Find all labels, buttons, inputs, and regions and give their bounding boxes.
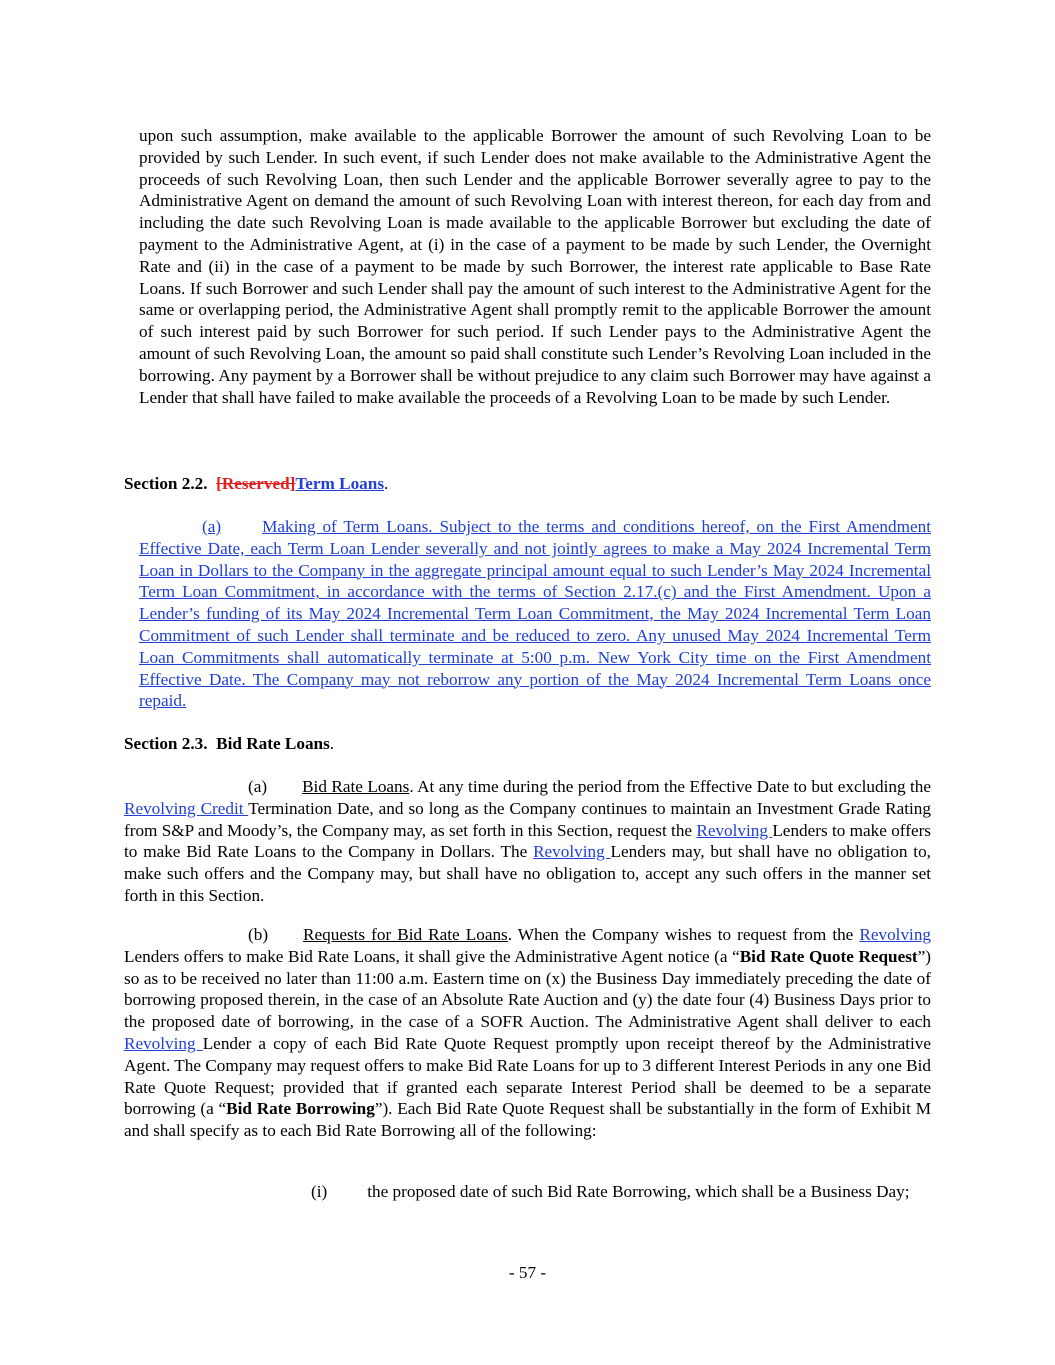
heading-period: .: [329, 734, 335, 753]
para-text: . When the Company wishes to request from the: [507, 925, 860, 944]
para-text: ”) so as to be received no later than 11:00 a.m. Eastern time on (x) the Business Day immediately preceding the date of borrowing proposed therein, in the case of an Absolute Rate Auction and (y) the date four (4) Business Days prior to the proposed date of borrowing, in the case of a SOFR Auction. The Administrative Agent shall deliver to each: [124, 946, 932, 1032]
inserted-text: Revolving Credit: [124, 798, 249, 818]
para-text: Lender a copy of each Bid Rate Quote Request promptly upon receipt thereof by the Administrative Agent. The Company may request offers to make Bid Rate Loans for up to 3 different Interest Periods in any one Bid Rate Quote Request; provided that if granted each separate Interest Period shall be deemed to be a separate borrowing (a “: [124, 1033, 931, 1119]
section-2-3-label: Section 2.3.: [124, 734, 208, 753]
item-text: the proposed date of such Bid Rate Borrowing, which shall be a Business Day;: [367, 1182, 910, 1201]
para-a-text: Making of Term Loans. Subject to the terms and conditions hereof, on the First Amendment Effective Date, each Term Loan Lender severally and not jointly agrees to make a May 2024 Incremental Term Loan in Dollars to the Company in the aggregate principal amount equal to such Lender’s May 2024 Incremental Term Loan Commitment, in accordance with the terms of Section 2.17.(c) and the First Amendment. Upon a Lender’s funding of its May 2024 Incremental Term Loan Commitment, the May 2024 Incremental Term Loan Commitment of such Lender shall terminate and be reduced to zero. Any unused May 2024 Incremental Term Loan Commitments shall automatically terminate at 5:00 p.m. New York City time on the First Amendment Effective Date. The Company may not reborrow any portion of the May 2024 Incremental Term Loans once repaid.: [139, 517, 931, 711]
item-marker: (i): [311, 1182, 328, 1201]
para-marker: (a): [248, 777, 268, 796]
heading-period: .: [384, 474, 389, 493]
section-2-3-heading: [124, 734, 334, 754]
para-text: Termination Date, and so long as the Company continues to maintain an Investment Grade Rating from S&P and Moody’s, the Company may, as set forth in this Section, request the: [124, 798, 931, 840]
bid-rate-item-i: [187, 1181, 931, 1203]
inserted-text: Revolving: [533, 842, 611, 862]
para-text: Lenders to make offers to make Bid Rate Loans to the Company in Dollars. The: [124, 820, 931, 862]
deleted-title: [Reserved]: [216, 474, 296, 493]
inserted-text: Revolving: [859, 925, 932, 944]
para-marker: (b): [248, 925, 269, 944]
defined-term: Bid Rate Quote Request: [739, 946, 918, 966]
page-number: - 57 -: [508, 1263, 547, 1282]
section-2-2-label: Section 2.2.: [124, 474, 208, 493]
para-text: Lenders may, but shall have no obligation to, make such offers and the Company may, but shall have no obligation to, accept any such offers in the manner set forth in this Section.: [124, 842, 931, 905]
para-heading: Bid Rate Loans: [302, 777, 410, 796]
continuation-paragraph: upon such assumption, make available to the applicable Borrower the amount of such Revolving Loan to be provided by such Lender. In such event, if such Lender does not make available to the Administrative Agent the proceeds of such Revolving Loan, then such Lender and the applicable Borrower severally agree to pay to the Administrative Agent on demand the amount of such Revolving Loan with interest thereon, for each day from and including the date such Revolving Loan is made available to the applicable Borrower but excluding the date of payment to the Administrative Agent, at (i) in the case of a payment to be made by such Lender, the Overnight Rate and (ii) in the case of a payment to be made by such Borrower, the interest rate applicable to Base Rate Loans. If such Borrower and such Lender shall pay the amount of such interest to the Administrative Agent for the same or overlapping period, the Administrative Agent shall promptly remit to the applicable Borrower the amount of such interest paid by such Borrower for such period. If such Lender pays to the Administrative Agent the amount of such Revolving Loan, the amount so paid shall constitute such Lender’s Revolving Loan included in the borrowing. Any payment by a Borrower shall be without prejudice to any claim such Borrower may have against a Lender that shall have failed to make available the proceeds of a Revolving Loan to be made by such Lender.: [139, 126, 931, 407]
para-heading: Requests for Bid Rate Loans: [303, 925, 508, 944]
para-a-marker: (a): [202, 517, 222, 536]
inserted-title: Term Loans: [295, 474, 385, 493]
term-loans-paragraph-a: [139, 516, 931, 712]
para-text: Lenders offers to make Bid Rate Loans, it shall give the Administrative Agent notice (a “: [124, 946, 740, 966]
section-2-3-title: Bid Rate Loans: [216, 734, 330, 753]
inserted-text: Revolving: [124, 1033, 203, 1053]
para-text: ”). Each Bid Rate Quote Request shall be substantially in the form of Exhibit M and shall specify as to each Bid Rate Borrowing all of the following:: [124, 1099, 931, 1141]
para-text: . At any time during the period from the Effective Date to but excluding the: [409, 777, 931, 796]
section-2-2-heading: [124, 474, 388, 494]
defined-term: Bid Rate Borrowing: [226, 1099, 375, 1119]
bid-rate-paragraph-a: [124, 776, 931, 907]
bid-rate-paragraph-b: [124, 924, 931, 1142]
inserted-text: Revolving: [696, 820, 773, 840]
